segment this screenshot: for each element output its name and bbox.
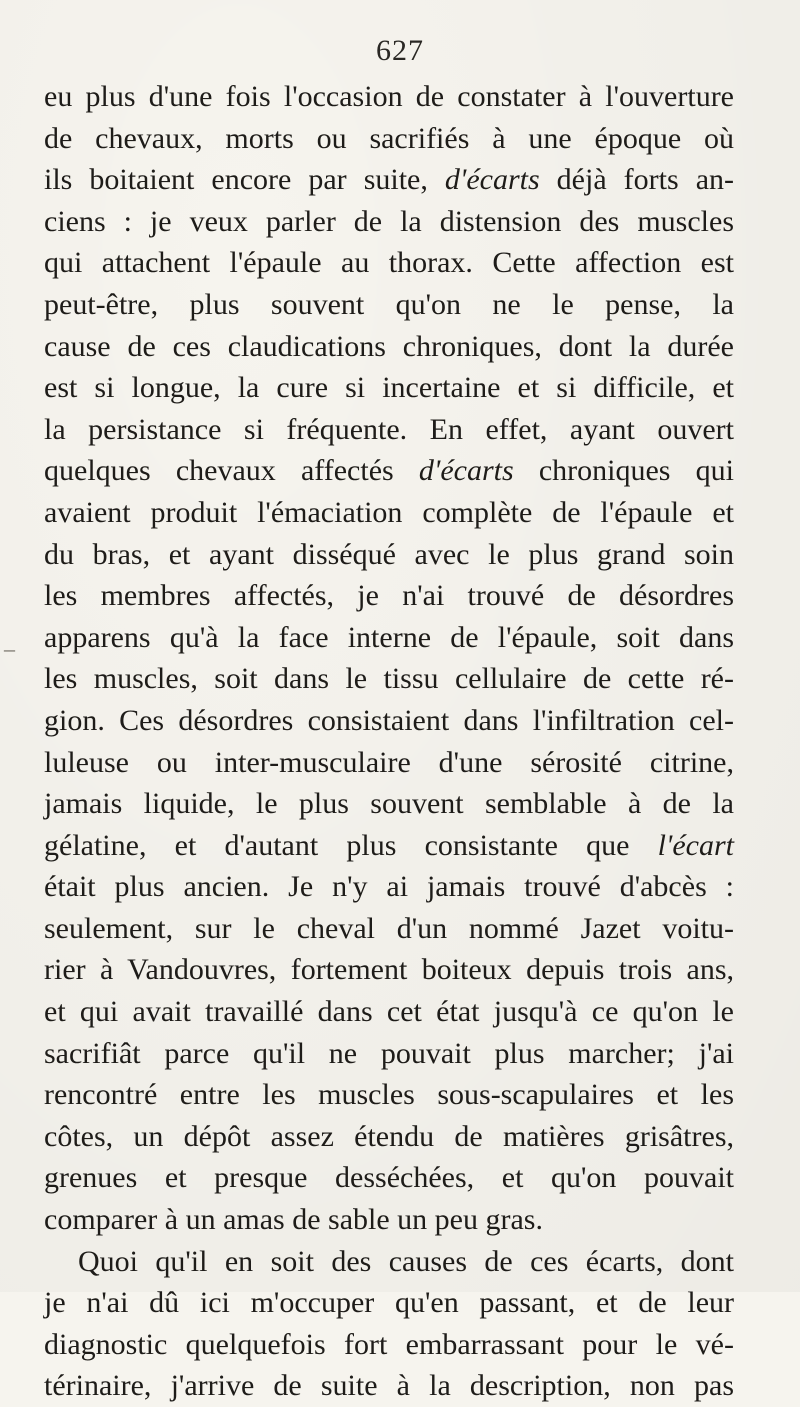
- text-line: quelques chevaux affectés d'écarts chroniques qui: [44, 454, 735, 488]
- text-line: ciens : je veux parler de la distension des muscles: [44, 204, 734, 238]
- text-line: rier à Vandouvres, fortement boiteux depuis trois ans,: [44, 953, 734, 987]
- text-line: gion. Ces désordres consistaient dans l'infiltration cel-: [44, 703, 734, 737]
- text-line: de chevaux, morts ou sacrifiés à une époque où: [44, 121, 734, 155]
- text-line: térinaire, j'arrive de suite à la description, non pas: [44, 1369, 734, 1403]
- body-text: [44, 76, 734, 1407]
- text-line: les muscles, soit dans le tissu cellulaire de cette ré-: [44, 662, 734, 696]
- paragraph-start-line: Quoi qu'il en soit des causes de ces écarts, dont: [78, 1244, 734, 1278]
- text-line: apparens qu'à la face interne de l'épaule, soit dans: [44, 620, 734, 654]
- text-line: grenues et presque desséchées, et qu'on pouvait: [44, 1161, 734, 1195]
- paragraph-end-line: comparer à un amas de sable un peu gras.: [44, 1203, 543, 1237]
- text-line: gélatine, et d'autant plus consistante que l'écart: [44, 828, 734, 862]
- text-line: peut-être, plus souvent qu'on ne le pense, la: [44, 287, 734, 321]
- text-line: avaient produit l'émaciation complète de l'épaule et: [44, 495, 734, 529]
- text-line: diagnostic quelquefois fort embarrassant pour le vé-: [44, 1327, 734, 1361]
- text-line: je n'ai dû ici m'occuper qu'en passant, et de leur: [44, 1286, 734, 1320]
- italic-term: d'écarts: [444, 163, 540, 197]
- italic-term: d'écarts: [418, 454, 514, 488]
- text-line: était plus ancien. Je n'y ai jamais trouvé d'abcès :: [44, 870, 734, 904]
- text-line: la persistance si fréquente. En effet, ayant ouvert: [44, 412, 734, 446]
- text-line: rencontré entre les muscles sous-scapulaires et les: [44, 1078, 734, 1112]
- margin-mark: –: [4, 636, 15, 661]
- text-line: et qui avait travaillé dans cet état jusqu'à ce qu'on le: [44, 995, 734, 1029]
- text-line: cause de ces claudications chroniques, dont la durée: [44, 329, 734, 363]
- text-line: luleuse ou inter-musculaire d'une sérosité citrine,: [44, 745, 734, 779]
- text-line: ils boitaient encore par suite, d'écarts déjà forts an-: [44, 163, 735, 197]
- text-line: côtes, un dépôt assez étendu de matières grisâtres,: [44, 1119, 734, 1153]
- text-line: du bras, et ayant disséqué avec le plus grand soin: [44, 537, 734, 571]
- text-line: est si longue, la cure si incertaine et si difficile, et: [44, 371, 734, 405]
- page-number: 627: [376, 34, 424, 67]
- text-line: seulement, sur le cheval d'un nommé Jazet voitu-: [44, 911, 734, 945]
- text-line: qui attachent l'épaule au thorax. Cette affection est: [44, 246, 734, 280]
- italic-term: l'écart: [657, 828, 734, 862]
- text-line: eu plus d'une fois l'occasion de constater à l'ouverture: [44, 80, 734, 113]
- text-line: jamais liquide, le plus souvent semblable à de la: [44, 787, 734, 821]
- text-line: les membres affectés, je n'ai trouvé de désordres: [44, 579, 734, 613]
- text-line: sacrifiât parce qu'il ne pouvait plus marcher; j'ai: [44, 1036, 734, 1070]
